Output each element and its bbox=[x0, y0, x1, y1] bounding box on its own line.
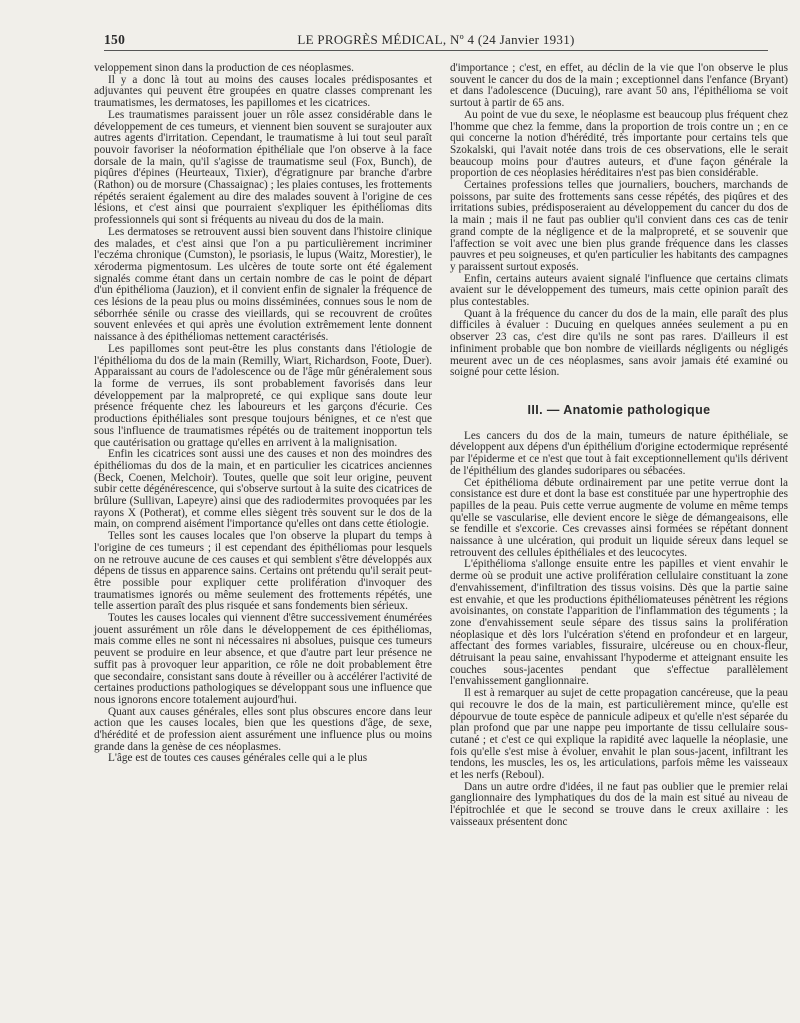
paragraph: Cet épithélioma débute ordinairement par une petite verrue dont la consistance est dure et dont la base est constituée par une hypertrophie des papilles de la peau. Puis cette verrue augmente de volume en même temps qu'elle se vascularise, elle devient encore le siège de démangeaisons, elle se fendille et s'excorie. Ces crevasses ainsi formées se répétant donnent naissance à une ulcération, qui produit un liquide séreux dans lequel se retrouvent des cellules épithéliales et des leucocytes. bbox=[450, 476, 788, 559]
page-header bbox=[104, 30, 768, 50]
paragraph: L'âge est de toutes ces causes générales celle qui a le plus bbox=[108, 752, 368, 765]
paragraph: Les cancers du dos de la main, tumeurs de nature épithéliale, se développent aux dépens d'un épithélium d'origine ectodermique représenté par l'épiderme et ce n'est que tout à fait exceptionnellement qu'ils dérivent de l'épithélium des glandes sudoripares ou sébacées. bbox=[450, 429, 788, 477]
right-column-bottom bbox=[450, 431, 788, 829]
paragraph: Quant à la fréquence du cancer du dos de la main, elle paraît des plus difficiles à évaluer : Ducuing en quelques années seulement a pu en observer 23 cas, c'est dire qu'ils ne sont pas rares. D'ailleurs il est infiniment probable que bon nombre de vieillards négligents ou négligés meurent avec un de ces néoplasmes, sans avoir jamais été examiné ou soigné pour cette lésion. bbox=[450, 307, 788, 379]
paragraph: L'épithélioma s'allonge ensuite entre les papilles et vient envahir le derme où se produit une active prolifération cellulaire constituant la zone d'envahissement, d'infiltration des tissus voisins. Dès que la partie saine est envahie, et que les productions épithéliomateuses pénètrent les régions avoisinantes, on constate l'apparition de l'inflammation des téguments ; la zone d'envahissement seule sépare des tissus sains la prolifération néoplasique et dès lors l'ulcération s'étend en profondeur et en largeur, affectant des formes variables, fissuraire, ulcéreuse ou en choux-fleur, détruisant la peau saine, envahissant l'hypoderme et atteignant ensuite les couches sous-jacentes pendant que s'effectue parallèlement l'envahissement ganglionnaire. bbox=[450, 558, 788, 688]
paragraph: Au point de vue du sexe, le néoplasme est beaucoup plus fréquent chez l'homme que chez la femme, dans la proportion de trois contre un ; en ce qui concerne la notion d'hérédité, très importante pour certains tels que Szokalski, qui l'avait notée dans trois de ces observations, elle le serait beaucoup moins pour d'autres auteurs, et d'une façon générale la proportion de ces néoplasies héréditaires n'est pas bien considérable. bbox=[450, 108, 788, 180]
paragraph: Les traumatismes paraissent jouer un rôle assez considérable dans le développement de ces tumeurs, et viennent bien souvent se surajouter aux autres agents d'irritation. Cependant, le traumatisme à lui tout seul paraît pouvoir favoriser la néoformation épithéliale que l'on observe à la face dorsale de la main, qu'il s'agisse de traumatisme seul (Fox, Bunch), de piqûres d'épines (Heurteaux, Tixier), d'égratignure par branche d'arbre (Rathon) ou de morsure (Chassaignac) ; les plaies contuses, les frottements répétés seraient également au dire des malades souvent à l'origine de ces lésions, et c'est ainsi que pourraient s'expliquer les épithéliomas dits professionnels qui sont si fréquents au niveau du dos de la main. bbox=[94, 108, 432, 227]
paragraph: Enfin les cicatrices sont aussi une des causes et non des moindres des épithéliomas du dos de la main, et en particulier les cicatrices anciennes (Beck, Coenen, Melchoir). Toutes, quelle que soit leur origine, peuvent subir cette dégénérescence, qui s'observe surtout à la suite des cicatrices de brûlure (Sullivan, Lapeyre) ainsi que des radiodermites provoquées par les rayons X (Potherat), et comme elles siègent très souvent sur le dos de la main, on comprend aisément l'importance qu'elles ont dans cette étiologie. bbox=[94, 448, 432, 531]
paragraph: Telles sont les causes locales que l'on observe la plupart du temps à l'origine de ces tumeurs ; il est cependant des épithéliomas pour lesquels on ne retrouve aucune de ces causes et qui semblent s'être développés aux dépens de tissus en apparence sains. Certains ont prétendu qu'il serait peut-être possible pour expliquer cette prolifération d'invoquer des traumatismes ignorés ou même seulement des frottements répétés, une telle assertion paraît des plus risquée et sans fondements bien sérieux. bbox=[94, 530, 432, 613]
paragraph: d'importance ; c'est, en effet, au déclin de la vie que l'on observe le plus souvent le cancer du dos de la main ; exceptionnel dans l'enfance (Bryant) et dans l'adolescence (Ducuing), rare avant 50 ans, l'épithélioma se voit surtout à partir de 65 ans. bbox=[450, 62, 788, 110]
section-heading: III. — Anatomie pathologique bbox=[527, 402, 711, 417]
paragraph: Les papillomes sont peut-être les plus constants dans l'étiologie de l'épithélioma du dos de la main (Remilly, Wiart, Richardson, Foote, Duer). Apparaissant au cours de l'adolescence ou de l'âge mûr généralement sous la forme de verrues, ils sont probablement favorisés dans leur développement par la malpropreté, ce qui explique sans doute leur présence fréquente chez les laboureurs et les garçons d'écurie. Ces productions épithéliales sont presque toujours bénignes, et ce n'est que sous l'influence de traumatismes répétés ou de traitement inopportun tels que cautérisation ou grattage qu'elles en arrivent à la malignisation. bbox=[94, 342, 432, 449]
paragraph: Il est à remarquer au sujet de cette propagation cancéreuse, que la peau qui recouvre le dos de la main, est particulièrement mince, qu'elle est dépourvue de toute espèce de pannicule adipeux et qu'elle n'est séparée du plan profond que par une nappe peu importante de tissu cellulaire sous-cutané ; et c'est ce qui explique la rapidité avec laquelle la néoplasie, une fois qu'elle s'est mise à évoluer, envahit le plan sous-jacent, infiltrant les tendons, les muscles, les os, les articulations, parfois même les vaisseaux et les nerfs (Reboul). bbox=[450, 687, 788, 782]
paragraph: Les dermatoses se retrouvent aussi bien souvent dans l'histoire clinique des malades, et c'est ainsi que l'on a pu particulièrement incriminer l'eczéma chronique (Cumston), le psoriasis, le lupus (Waitz, Morestier), le xéroderma pigmentosum. Les ulcères de toute sorte ont été également signalés comme étant dans un certain nombre de cas le point de départ d'un épithélioma (Jauzion), et il convient enfin de signaler la fréquence de ces lésions de la peau plus ou moins disséminées, connues sous le nom de séborrhée sénile ou crasse des vieillards, qui se recouvrent de croûtes souvent enlevées et qui après une évolution extrêmement lente donnent naissance à des épithéliomas nettement caractérisés. bbox=[94, 225, 432, 344]
page-number: 150 bbox=[104, 32, 126, 47]
left-column bbox=[94, 63, 432, 765]
right-column-top bbox=[450, 63, 788, 379]
header-rule bbox=[104, 50, 768, 51]
paragraph: veloppement sinon dans la production de ces néoplasmes. bbox=[94, 62, 354, 74]
paragraph: Il y a donc là tout au moins des causes locales prédisposantes et adjuvantes qui peuvent être groupées en quatre classes comprenant les traumatismes, les dermatoses, les papillomes et les cicatrices. bbox=[94, 73, 432, 110]
paragraph: Dans un autre ordre d'idées, il ne faut pas oublier que le premier relai ganglionnaire des lymphatiques du dos de la main est situé au niveau de l'épitrochlée et que le second se trouve dans le creux axillaire : les vaisseaux présentent donc bbox=[450, 780, 788, 828]
paragraph: Quant aux causes générales, elles sont plus obscures encore dans leur action que les causes locales, bien que les questions d'âge, de sexe, d'hérédité et de profession aient assurément une influence plus ou moins grande dans la genèse de ces néoplasmes. bbox=[94, 705, 432, 753]
paragraph: Toutes les causes locales qui viennent d'être successivement énumérées jouent assurément un rôle dans le développement de ces épithéliomas, mais comme elles ne sont ni nécessaires ni absolues, puisque ces tumeurs peuvent se produire en leur absence, et que d'autre part leur présence ne suffit pas à provoquer leur apparition, ce rôle ne doit probablement être que secondaire, consistant sans doute à réveiller ou à accélérer l'activité de certaines productions pathologiques se développant sous une influence que nous ignorons encore totalement aujourd'hui. bbox=[94, 612, 432, 706]
paragraph: Certaines professions telles que journaliers, bouchers, marchands de poissons, par suite des frottements sans cesse répétés, des piqûres et des irritations subies, prédisposeraient au développement du cancer du dos de la main ; mais il ne faut pas oublier qu'il convient dans ces cas de tenir grand compte de la négligence et de la malpropreté, et se souvenir que l'affection se voit avec une bien plus grande fréquence dans les classes pauvres et peu soigneuses, et qu'en particulier les habitants des campagnes y paraissent surtout exposés. bbox=[450, 179, 788, 273]
paragraph: Enfin, certains auteurs avaient signalé l'influence que certains climats avaient sur le développement des tumeurs, mais cette opinion paraît des plus contestables. bbox=[450, 272, 788, 309]
right-column bbox=[450, 63, 788, 829]
running-title: LE PROGRÈS MÉDICAL, Nº 4 (24 Janvier 1931) bbox=[297, 32, 575, 47]
